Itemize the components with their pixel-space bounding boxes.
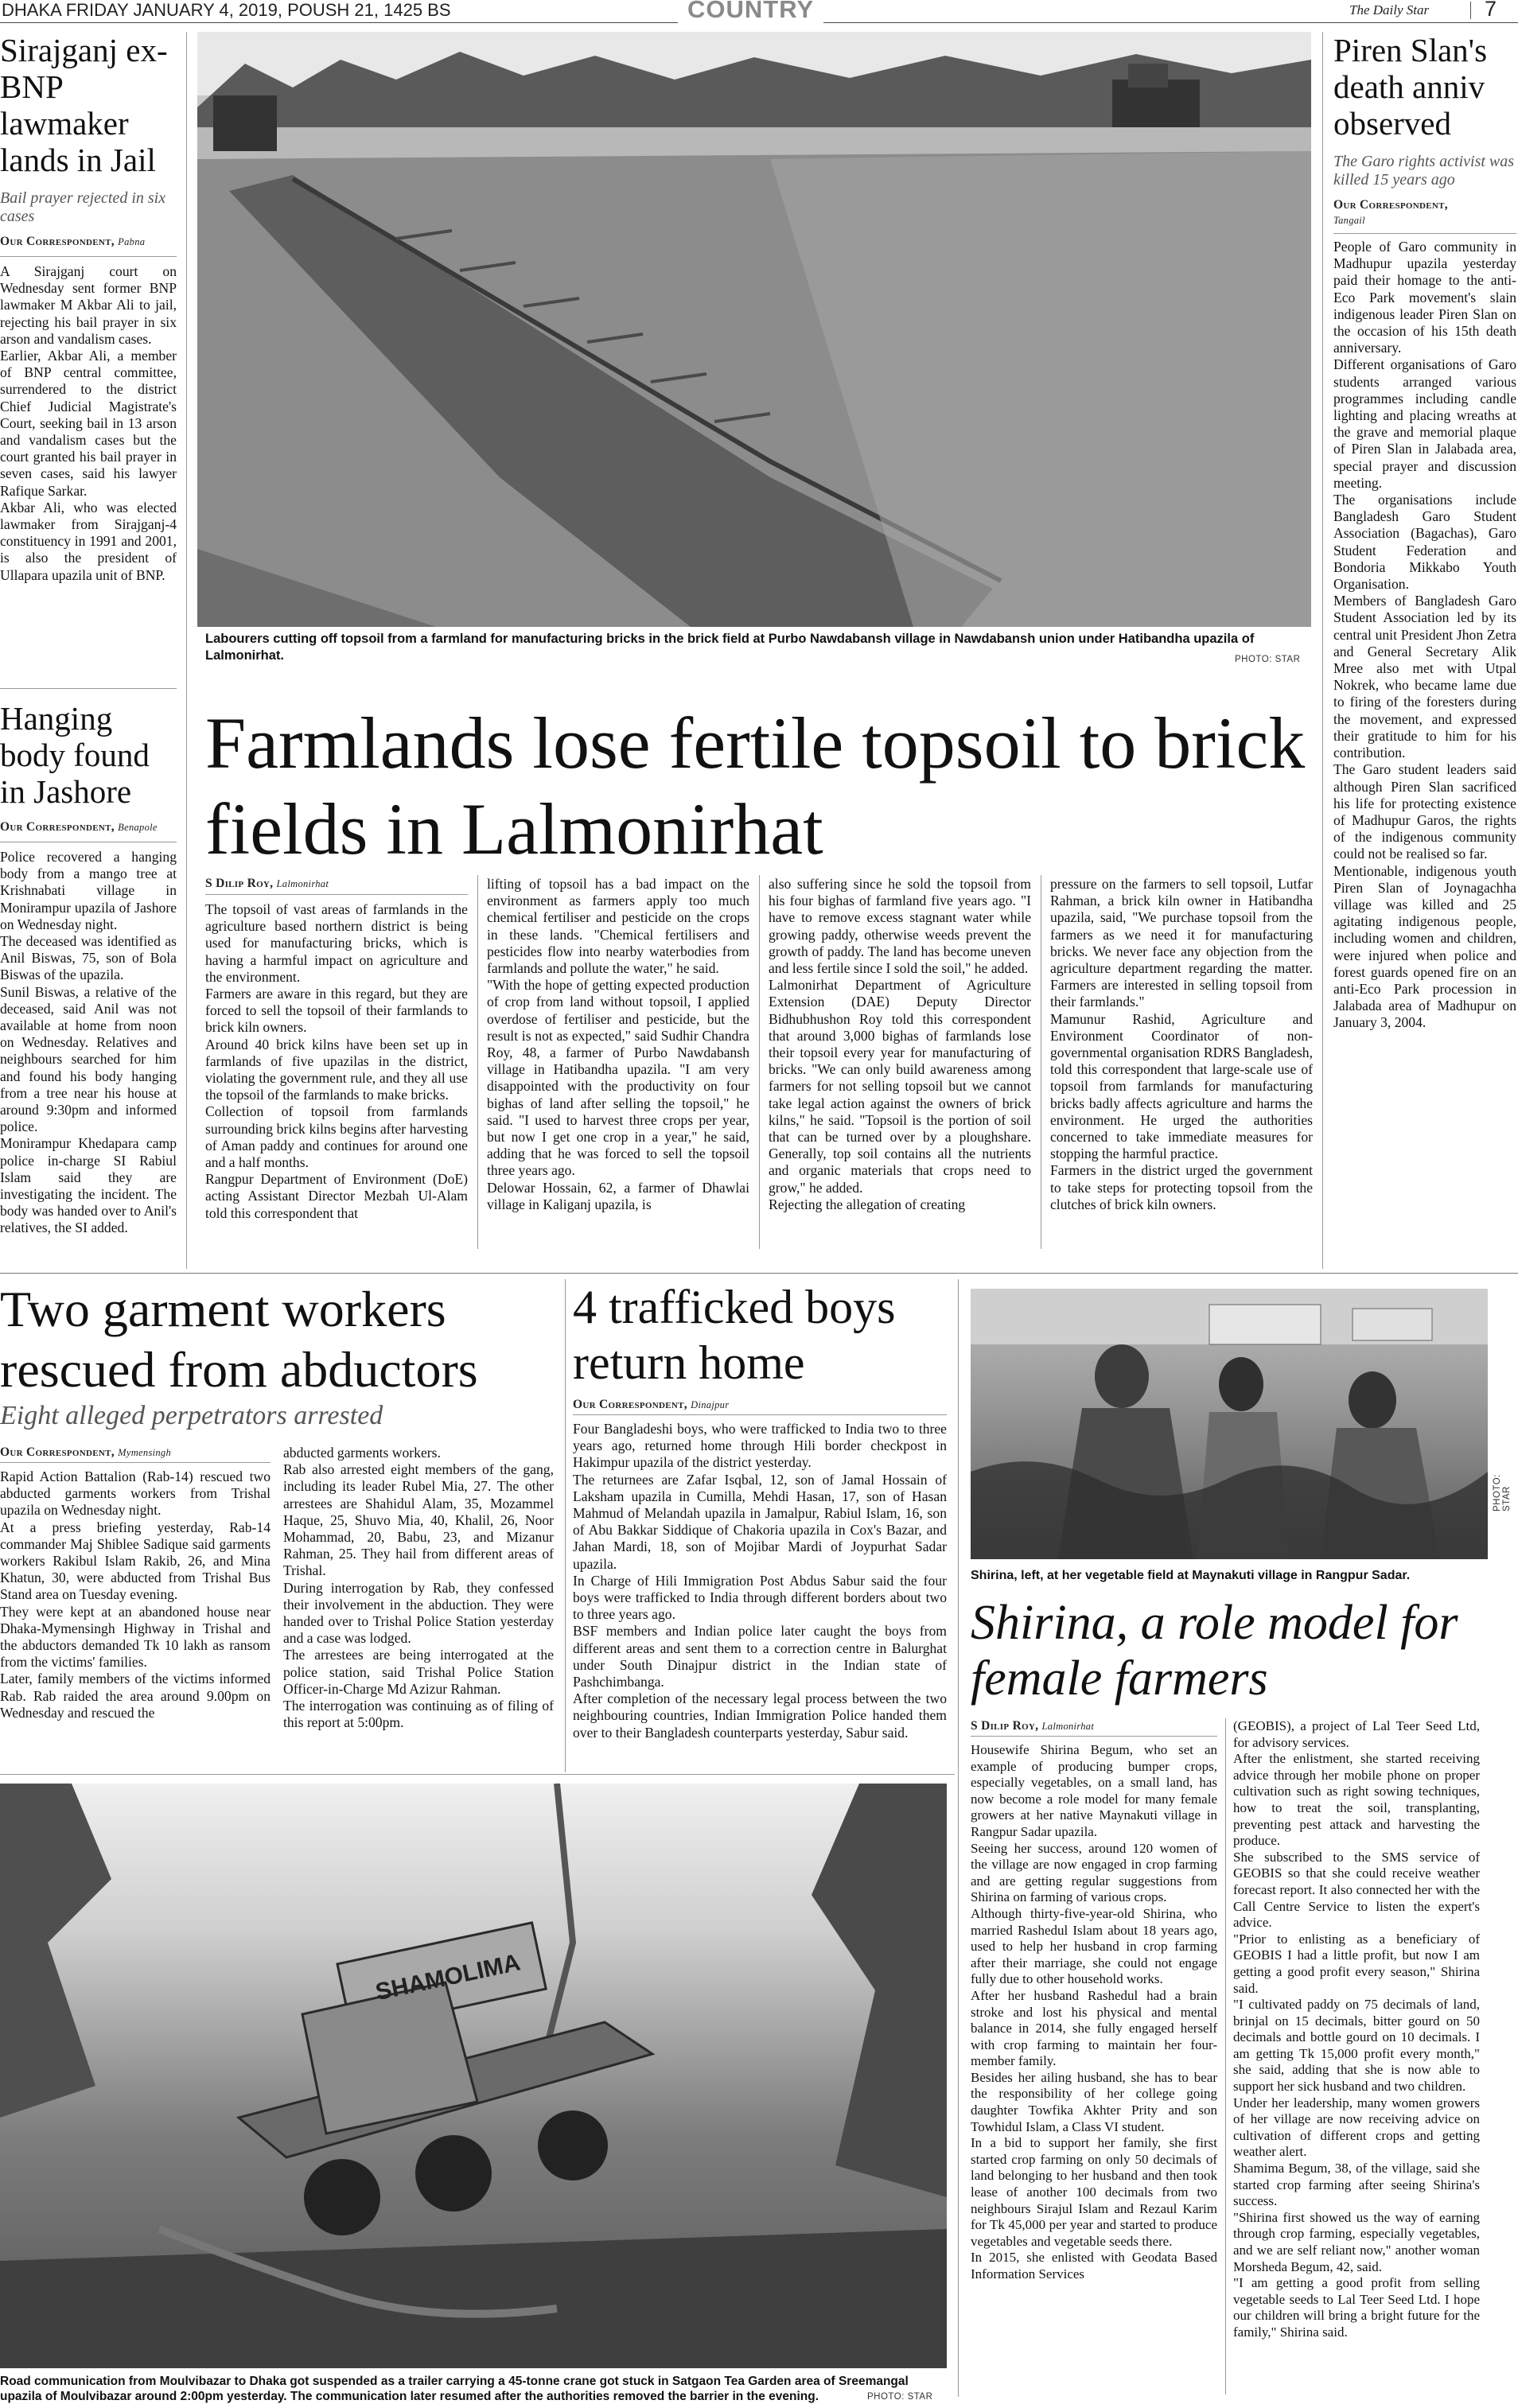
shirina-photo: [971, 1289, 1488, 1559]
garment-trafficked-divider: [565, 1279, 566, 1772]
byline: Our Correspondent, Tangail: [1333, 198, 1448, 226]
garment-col-1: Rapid Action Battalion (Rab-14) rescued two abducted garments workers from Trishal upazila on Wednesday night. At a press briefing yesterday, Rab-14 commander Maj Shiblee Sadique said garments workers Rakibul Islam Rakib, 26, and Mina Khatun, 30, were abducted from Trishal Bus Stand area on Tuesday evening. They were kept at an abandoned house near Dhaka-Mymensingh Highway in Trishal and the abductors demanded Tk 10 lakh as ransom from the victims' families. Later, family members of the victims informed Rab. Rab raided the area around 9.00pm on Wednesday and rescued the: [0, 1469, 271, 1721]
trafficked-headline: 4 trafficked boys return home: [573, 1281, 896, 1389]
trafficked-rule: [573, 1414, 947, 1415]
byline-place: Dinajpur: [691, 1399, 730, 1410]
body: Police recovered a hanging body from a mango tree at Krishnabati village in Monirampur upazila of Jashore on Wednesday night. The deceased was identified as Anil Biswas, 75, son of Bola Biswas of the upazila. Sunil Biswas, a relative of the deceased, said Anil was not available at home from noon on Wednesday. Relatives and neighbours searched for him and found his body hanging from a tree near his house at around 9:30pm and informed police. Monirampur Khedapara camp police in-charge SI Rabiul Islam said they are investigating the incident. The body was handed over to Anil's relatives, the SI added.: [0, 849, 177, 1236]
shirina-col-divider: [1225, 1718, 1226, 2394]
trafficked-shirina-divider: [958, 1279, 959, 2397]
story-sirajganj: [0, 32, 177, 584]
crane-caption: Road communication from Moulvibazar to Dhaka got suspended as a trailer carrying a 45-tonne crane got stuck in Satgaon Tea Garden area of Sreemangal upazila of Moulvibazar around 2:00pm yesterday. The communication later resumed after the authorities removed the barrier in the evening.: [0, 2375, 909, 2403]
shirina-col-1: Housewife Shirina Begum, who set an example of producing bumper crops, especially vegetables, on a small land, has now become a role model for many female growers at her native Maynakuti village in Rangpur Sadar upazila. Seeing her success, around 120 women of the village are now engaged in crop farming and are getting regular suggestions from Shirina on farming of various crops. Although thirty-five-year-old Shirina, who married Rashedul Islam about 18 years ago, used to help her husband in crop farming after their marriage, she could not engage fully due to other household works. After her husband Rashedul had a brain stroke and lost his physical and mental balance in 2014, she fully engaged herself with crop farming to maintain her four-member family. Besides her ailing husband, she has to bear the responsibility of her college going daughter Towfika Akhter Prity and son Towhidul Islam, a Class VI student. In a bid to support her family, she first started crop farming on only 50 decimals of land belonging to her husband and then took lease of another 100 decimals from two neighbours Sirajul Islam and Rezaul Karim for Tk 45,000 per year and started to produce vegetables and vegetable seeds there. In 2015, she enlisted with Geodata Based Information Services: [971, 1742, 1217, 2282]
body: A Sirajganj court on Wednesday sent former BNP lawmaker M Akbar Ali to jail, rejecting his bail prayer in six arson and vandalism cases. Earlier, Akbar Ali, a member of BNP central committee, surrendered to the district Chief Judicial Magistrate's Court, seeking bail in 13 arson and vandalism cases but the court granted his bail prayer in seven cases, said his lawyer Rafique Sarkar. Akbar Ali, who was elected lawmaker from Sirajganj-4 constituency in 1991 and 2001, is also the president of Ullapara upazila unit of BNP.: [0, 263, 177, 583]
crane-scene: [0, 1784, 947, 2368]
byline-place: Benapole: [118, 822, 158, 833]
mid-divider: [0, 1273, 1518, 1274]
trafficked-body: Four Bangladeshi boys, who were trafficked to India two to three years ago, returned home through Hili border checkpost in Hakimpur upazila of the district yesterday. The returnees are Zafar Isqbal, 12, son of Jamal Hossain of Laksham upazila in Cumilla, Mehdi Hasan, 17, son of Hasan Mahmud of Melandah upazila in Jamalpur, Rabiul Islam, 16, son of Abu Bakkar Siddique of Chakoria upazila in Cox's Bazar, and Jahan Mardi, 18, son of Mojibar Mardi of Joypurhat Sadar upazila. In Charge of Hili Immigration Post Abdus Sabur said the four boys were trafficked to India through different borders about two to three years ago. BSF members and Indian police later caught the boys from different areas and sent them to a correction centre in Balurghat under South Dinajpur district in the Indian state of Pashchimbanga. After completion of the necessary legal process between the two neighbouring countries, Indian Immigration Police handed them over to their Bangladesh counterparts yesterday, Sabur said.: [573, 1421, 947, 1741]
topsoil-col-2: lifting of topsoil has a bad impact on the environment as farmers apply too much chemical fertiliser and pesticide on the crops in these lands. "Chemical fertilisers and pesticides flow into nearby waterbodies from farmlands and pollute the water," he said. "With the hope of getting expected production of crop from land without topsoil, I applied overdose of fertiliser and pesticide, but the result is not as expected," said Sudhir Chandra Roy, 48, a farmer of Purbo Nawdabansh village in Hatibandha upazila. "I am very disappointed with the productivity on four bighas of land after selling the topsoil," he said. "I used to harvest three crops per year, but now I get one crop in a year," he said, adding that he was forced to sell the topsoil three years ago. Delowar Hossain, 62, a farmer of Dhawlai village in Kaliganj upazila, is: [487, 876, 749, 1212]
paper-name: The Daily Star: [1349, 2, 1430, 18]
topsoil-col-4: pressure on the farmers to sell topsoil, Lutfar Rahman, a brick kiln owner in Hatibandha upazila, said, "We purchase topsoil from the farmers as we need it for manufacturing bricks. We never face any objection from the agriculture department regarding the matter. Farmers are interested in selling topsoil from their farmlands." Mamunur Rashid, Agriculture and Environment Coordinator of non-governmental organisation RDRS Bangladesh, told this correspondent that large-scale use of topsoil from farmlands for manufacturing bricks badly affects agriculture and harms the environment. He urged the authorities concerned to take immediate measures for stopping the harmful practice. Farmers in the district urged the government to take steps for protecting topsoil from the clutches of brick kiln owners.: [1050, 876, 1313, 1212]
section-label: COUNTRY: [678, 0, 823, 24]
trafficked-byline: Our Correspondent, Dinajpur: [573, 1398, 730, 1411]
crane-lettering: SHAMOLIMA: [373, 1949, 523, 2006]
garment-rule: [0, 1462, 271, 1463]
body: People of Garo community in Madhupur upazila yesterday paid their homage to the anti-Eco Park movement's slain indigenous leader Piren Slan on the occasion of his 15th death anniversary. Different organisations of Garo students arranged various programmes including candle lighting and placing wreaths at the grave and memorial plaque of Piren Slan in Jalabada area, special prayer and discussion meeting. The organisations include Bangladesh Garo Student Association (Bagachas), Garo Student Federation and Bondoria Mikkabo Youth Organisation. Members of Bangladesh Garo Student Association led by its central unit President Jhon Zetra and General Secretary Alik Mree also met with Utpal Nokrek, who became lame due to firing of the foresters during the movement, and expressed their gratitude to him for his contribution. The Garo student leaders said although Piren Slan sacrificed his life for protecting existence of Madhupur Garos, the rights of the indigenous community could not be realised so far. Mentionable, indigenous youth Piren Slan of Joynagachha village was killed and 25 agitating indigenous people, including women and children, were injured when police and forest guards opened fire on an anti-Eco Park procession in Jalabada area of Madhupur on January 3, 2004.: [1333, 239, 1516, 1031]
shirina-scene: [971, 1289, 1488, 1559]
deck: The Garo rights activist was killed 15 years ago: [1333, 153, 1515, 189]
topsoil-headline: Farmlands lose fertile topsoil to brick fields in Lalmonirhat: [205, 702, 1306, 869]
story-piren: [1333, 32, 1516, 1032]
page-number: 7: [1485, 0, 1497, 21]
shirina-byline: S Dilip Roy, Lalmonirhat: [971, 1719, 1095, 1733]
byline-place: Mymensingh: [118, 1447, 172, 1458]
byline-place: Tangail: [1333, 215, 1365, 226]
shirina-caption: Shirina, left, at her vegetable field at Maynakuti village in Rangpur Sadar.: [971, 1569, 1411, 1582]
headline: Piren Slan's death anniv observed: [1333, 32, 1488, 142]
masthead-divider: [1470, 2, 1471, 19]
crane-top-divider: [0, 1774, 955, 1775]
garment-col-2: abducted garments workers. Rab also arrested eight members of the gang, including its leader Rubel Mia, 27. The other arrestees are Shahidul Alam, 35, Mozammel Haque, 25, Shuvo Mia, 40, Khalil, 26, Noor Mohammad, 20, Babu, 23, and Mizanur Rahman, 25. They hail from different areas of Trishal. During interrogation by Rab, they confessed their involvement in the abduction. They were handed over to Trishal Police Station yesterday and a case was lodged. The arrestees are being interrogated at the police station, said Trishal Police Station Officer-in-Charge Md Azizur Rahman. The interrogation was continuing as of filing of this report at 5:00pm.: [283, 1445, 554, 1731]
byline-place: Pabna: [118, 236, 146, 247]
shirina-credit: PHOTO: STAR: [1493, 1474, 1512, 1511]
shirina-col-2: (GEOBIS), a project of Lal Teer Seed Ltd, for advisory services. After the enlistment, she started receiving advice through her mobile phone on proper cultivation such as right sowing techniques, how to treat the soil, transplanting, preventing pest attack and harvesting the produce. She subscribed to the SMS service of GEOBIS so that she could receive weather forecast report. It also connected her with the Call Centre Service to listen the expert's advice. "Prior to enlisting as a beneficiary of GEOBIS I had a little profit, but now I am getting a good profit every season," Shirina said. "I cultivated paddy on 75 decimals of land, brinjal on 15 decimals, bitter gourd on 50 decimals and bottle gourd on 10 decimals. I am getting Tk 15,000 profit every month," she said, adding that she is now able to support her sick husband and two children. Under her leadership, many women growers of her village are now receiving advice on cultivation of different crops and getting weather alert. Shamima Begum, 38, of the village, said she started crop farming after seeing Shirina's success. "Shirina first showed us the way of earning through crop farming, especially vegetables, and we are self reliant now," another woman Morsheda Begum, 42, said. "I am getting a good profit from selling vegetable seeds to Lal Teer Seed Ltd. I hope our children will bring a bright future for the family," Shirina said.: [1233, 1718, 1480, 2340]
left-divider: [0, 688, 177, 689]
col-divider-right: [1322, 32, 1323, 1269]
headline: Sirajganj ex-BNP lawmaker lands in Jail: [0, 32, 168, 178]
farmland-credit: PHOTO: STAR: [1235, 655, 1301, 664]
dateline: DHAKA FRIDAY JANUARY 4, 2019, POUSH 21, 1425 BS: [2, 0, 451, 20]
topsoil-col-1: The topsoil of vast areas of farmlands in the agriculture based northern district is being used for manufacturing bricks, which is having a harmful impact on agriculture and the environment. Farmers are aware in this regard, but they are forced to sell the topsoil of their farmlands to brick kiln owners. Around 40 brick kilns have been set up in farmlands of five upazilas in the district, violating the government rule, and they all use the topsoil of the farmlands to make bricks. Collection of topsoil from farmlands surrounding brick kilns begins after harvesting of Aman paddy and continues for around one and a half months. Rangpur Department of Environment (DoE) acting Assistant Director Mezbah Ul-Alam told this correspondent that: [205, 901, 468, 1221]
farmland-scene: [197, 32, 1311, 627]
deck: Bail prayer rejected in six cases: [0, 189, 166, 225]
rule: [1333, 233, 1516, 234]
byline: Our Correspondent, Benapole: [0, 820, 158, 834]
garment-deck: Eight alleged perpetrators arrested: [0, 1401, 383, 1430]
headline: Hanging body found in Jashore: [0, 700, 150, 810]
topsoil-divider-1: [477, 875, 478, 1249]
topsoil-divider-2: [759, 875, 760, 1249]
col-divider-left: [186, 32, 187, 1269]
topsoil-col-3: also suffering since he sold the topsoil from his four bighas of farmland five years ago. "I have to remove excess stagnant water while growing paddy, otherwise weeds prevent the growth of paddy. The land has become uneven and less fertile since I sold the soil," he added. Lalmonirhat Department of Agriculture Extension (DAE) Deputy Director Bidhubhushon Roy told this correspondent that around 3,000 bighas of farmlands lose their topsoil every year for manufacturing of bricks. "We can only build awareness among farmers for not selling topsoil but we cannot take legal action against the owners of brick kilns," he said. "Topsoil is the portion of soil that can be turned over by a ploughshare. Generally, top soil contains all the nutrients and organic materials that crops need to grow," he added. Rejecting the allegation of creating: [769, 876, 1031, 1212]
farmland-caption: Labourers cutting off topsoil from a farmland for manufacturing bricks in the brick field at Purbo Nawdabansh village in Nawdabansh union under Hatibandha upazila of Lalmonirhat.: [205, 632, 1255, 663]
byline-place: Lalmonirhat: [1041, 1721, 1095, 1732]
topsoil-byline: S Dilip Roy, Lalmonirhat: [205, 877, 329, 890]
byline: Our Correspondent, Pabna: [0, 235, 146, 248]
garment-byline: Our Correspondent, Mymensingh: [0, 1445, 172, 1459]
crane-credit: PHOTO: STAR: [867, 2392, 933, 2402]
farmland-photo: [197, 32, 1311, 627]
byline-place: Lalmonirhat: [276, 878, 329, 889]
topsoil-byline-rule: [205, 894, 468, 895]
garment-headline: Two garment workers rescued from abductors: [0, 1281, 478, 1398]
shirina-headline: Shirina, a role model for female farmers: [971, 1596, 1458, 1706]
rule: [0, 256, 177, 257]
shirina-rule: [971, 1736, 1217, 1737]
crane-photo: [0, 1784, 947, 2368]
story-jashore: [0, 700, 177, 1237]
